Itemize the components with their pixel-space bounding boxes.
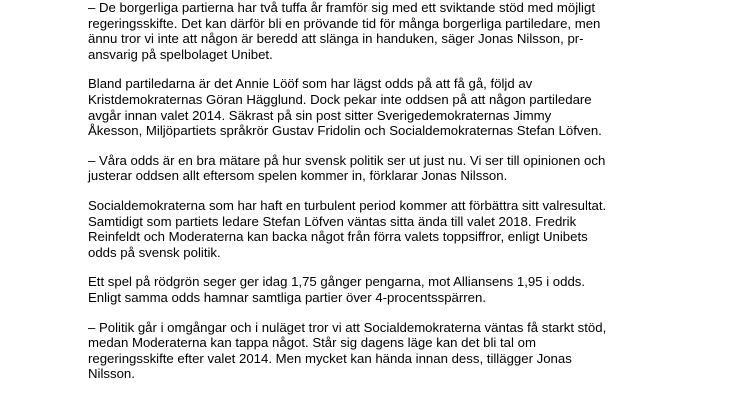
text-line: – Våra odds är en bra mätare på hur svensk politik ser ut just nu. Vi ser till opinionen och: [88, 152, 606, 168]
paragraph-quote-politik: [88, 320, 688, 382]
text-line: – Politik går i omgångar och i nuläget tror vi att Socialdemokraterna väntas få starkt stöd,: [88, 319, 607, 335]
text-line: Samtidigt som partiets ledare Stefan Löfven väntas sitta ända till valet 2018. Fredrik: [88, 213, 577, 229]
text-line: justerar oddsen allt eftersom spelen kommer in, förklarar Jonas Nilsson.: [88, 168, 508, 184]
paragraph-quote-odds-matare: [88, 153, 688, 184]
text-line: Kristdemokraternas Göran Hägglund. Dock pekar inte oddsen på att någon partiledare: [88, 91, 592, 107]
text-line: Reinfeldt och Moderaterna kan backa något från förra valets toppsiffror, enligt Unibets: [88, 229, 588, 245]
paragraph-rodgron-seger: [88, 274, 688, 305]
text-line: Ett spel på rödgrön seger ger idag 1,75 gånger pengarna, mot Alliansens 1,95 i odds.: [88, 274, 586, 290]
text-line: Enligt samma odds hamnar samtliga partier över 4-procentsspärren.: [88, 289, 487, 305]
text-line: Åkesson, Miljöpartiets språkrör Gustav Fridolin och Socialdemokraternas Stefan Löfven.: [88, 123, 602, 139]
text-line: medan Moderaterna kan tappa något. Står sig dagens läge kan det bli tal om: [88, 335, 536, 351]
paragraph-partiledare-odds: [88, 76, 688, 138]
text-line: odds på svensk politik.: [88, 244, 221, 260]
text-line: regeringsskifte efter valet 2014. Men mycket kan hända innan dess, tillägger Jonas: [88, 350, 572, 366]
text-line: ännu tror vi inte att någon är beredd att slänga in handuken, säger Jonas Nilsson, pr-: [88, 31, 584, 47]
paragraph-socialdemokraterna: [88, 198, 688, 260]
text-line: regeringsskifte. Det kan därför bli en prövande tid för många borgerliga partiledare, men: [88, 15, 601, 31]
text-line: avgår innan valet 2014. Säkrast på sin post sitter Sverigedemokraternas Jimmy: [88, 107, 552, 123]
text-line: ansvarig på spelbolaget Unibet.: [88, 46, 273, 62]
text-line: – De borgerliga partierna har två tuffa år framför sig med ett sviktande stöd med möjligt: [88, 0, 595, 15]
text-line: Bland partiledarna är det Annie Lööf som har lägst odds på att få gå, följd av: [88, 76, 533, 92]
text-line: Socialdemokraterna som har haft en turbulent period kommer att förbättra sitt valresultat.: [88, 197, 607, 213]
text-line: Nilsson.: [88, 366, 135, 382]
paragraph-quote-borgerliga: [88, 0, 688, 62]
press-release-body: [88, 0, 688, 396]
